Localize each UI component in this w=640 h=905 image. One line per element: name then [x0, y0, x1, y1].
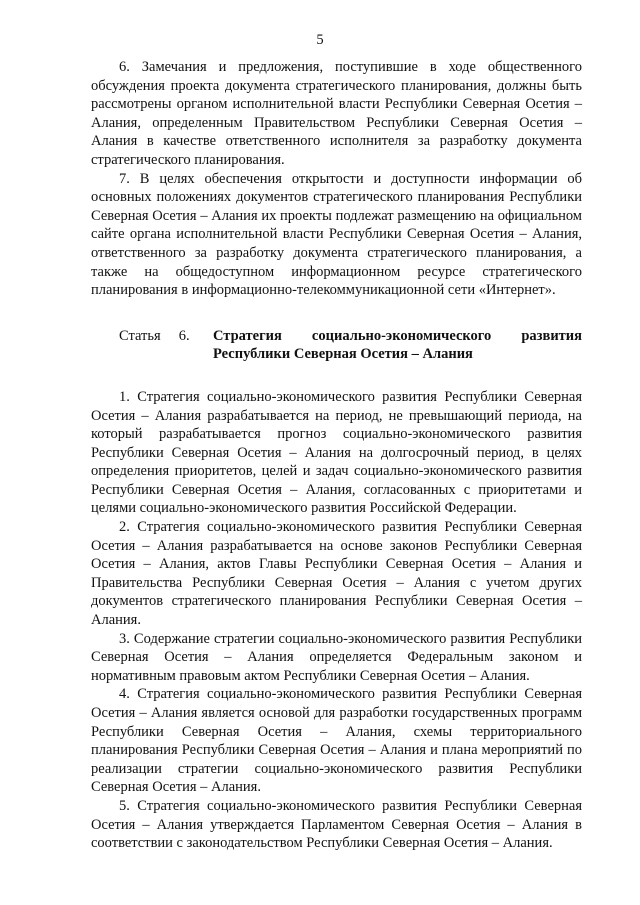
- article-title: [183, 327, 582, 364]
- document-body: [91, 58, 582, 853]
- article-label: Статья: [119, 327, 161, 344]
- paragraph-strategy-2: 2. Стратегия социально-экономического развития Республики Северная Осетия – Алания разрабатывается на основе законов Республики Северная Осетия – Алания, актов Главы Республики Северная Осетия – Алания и Правительства Республики Северная Осетия – Алания с учетом других документов стратегического планирования Республики Северная Осетия – Алания.: [91, 519, 582, 629]
- article-heading: [91, 327, 582, 364]
- paragraph-strategy-5: 5. Стратегия социально-экономического развития Республики Северная Осетия – Алания утверждается Парламентом Северная Осетия – Алания в соответствии с законодательством Республики Северная Осетия – Алания.: [91, 797, 582, 852]
- article-title-line-2: Республики Северная Осетия – Алания: [213, 346, 473, 363]
- paragraph-strategy-4: 4. Стратегия социально-экономического развития Республики Северная Осетия – Алания является основой для разработки государственных программ Республики Северная Осетия – Алания, схемы территориального планирования Республики Северная Осетия – Алания и плана мероприятий по реализации стратегии социально-экономического развития Республики Северная Осетия – Алания.: [91, 686, 582, 796]
- page-number: 5: [316, 32, 324, 48]
- paragraph-strategy-1: 1. Стратегия социально-экономического развития Республики Северная Осетия – Алания разрабатывается на период, не превышающий периода, на который разрабатывается прогноз социально-экономического развития Республики Северная Осетия – Алания на долгосрочный период, в целях определения приоритетов, целей и задач социально-экономического развития Республики Северная Осетия – Алания, согласованных с приоритетами и целями социально-экономического развития Российской Федерации.: [91, 388, 582, 517]
- article-title-line-1: Стратегия социально-экономического развития: [213, 327, 582, 344]
- article-number: 6.: [178, 327, 190, 344]
- paragraph-7-openness: 7. В целях обеспечения открытости и доступности информации об основных положениях документов стратегического планирования Республики Северная Осетия – Алания их проекты подлежат размещению на официальном сайте органа исполнительной власти Республики Северная Осетия – Алания, ответственного за разработку документа стратегического планирования, а также на общедоступном информационном ресурсе стратегического планирования в информационно-телекоммуникационной сети «Интернет».: [91, 170, 582, 299]
- paragraph-6-comments: 6. Замечания и предложения, поступившие в ходе общественного обсуждения проекта документа стратегического планирования, должны быть рассмотрены органом исполнительной власти Республики Северная Осетия – Алания, определенным Правительством Республики Северная Осетия – Алания в качестве ответственного исполнителя за разработку документа стратегического планирования.: [91, 59, 582, 168]
- paragraph-strategy-3: 3. Содержание стратегии социально-экономического развития Республики Северная Осетия – Алания определяется Федеральным законом и нормативным правовым актом Республики Северная Осетия – Алания.: [91, 630, 582, 684]
- article-label-block: [91, 327, 190, 364]
